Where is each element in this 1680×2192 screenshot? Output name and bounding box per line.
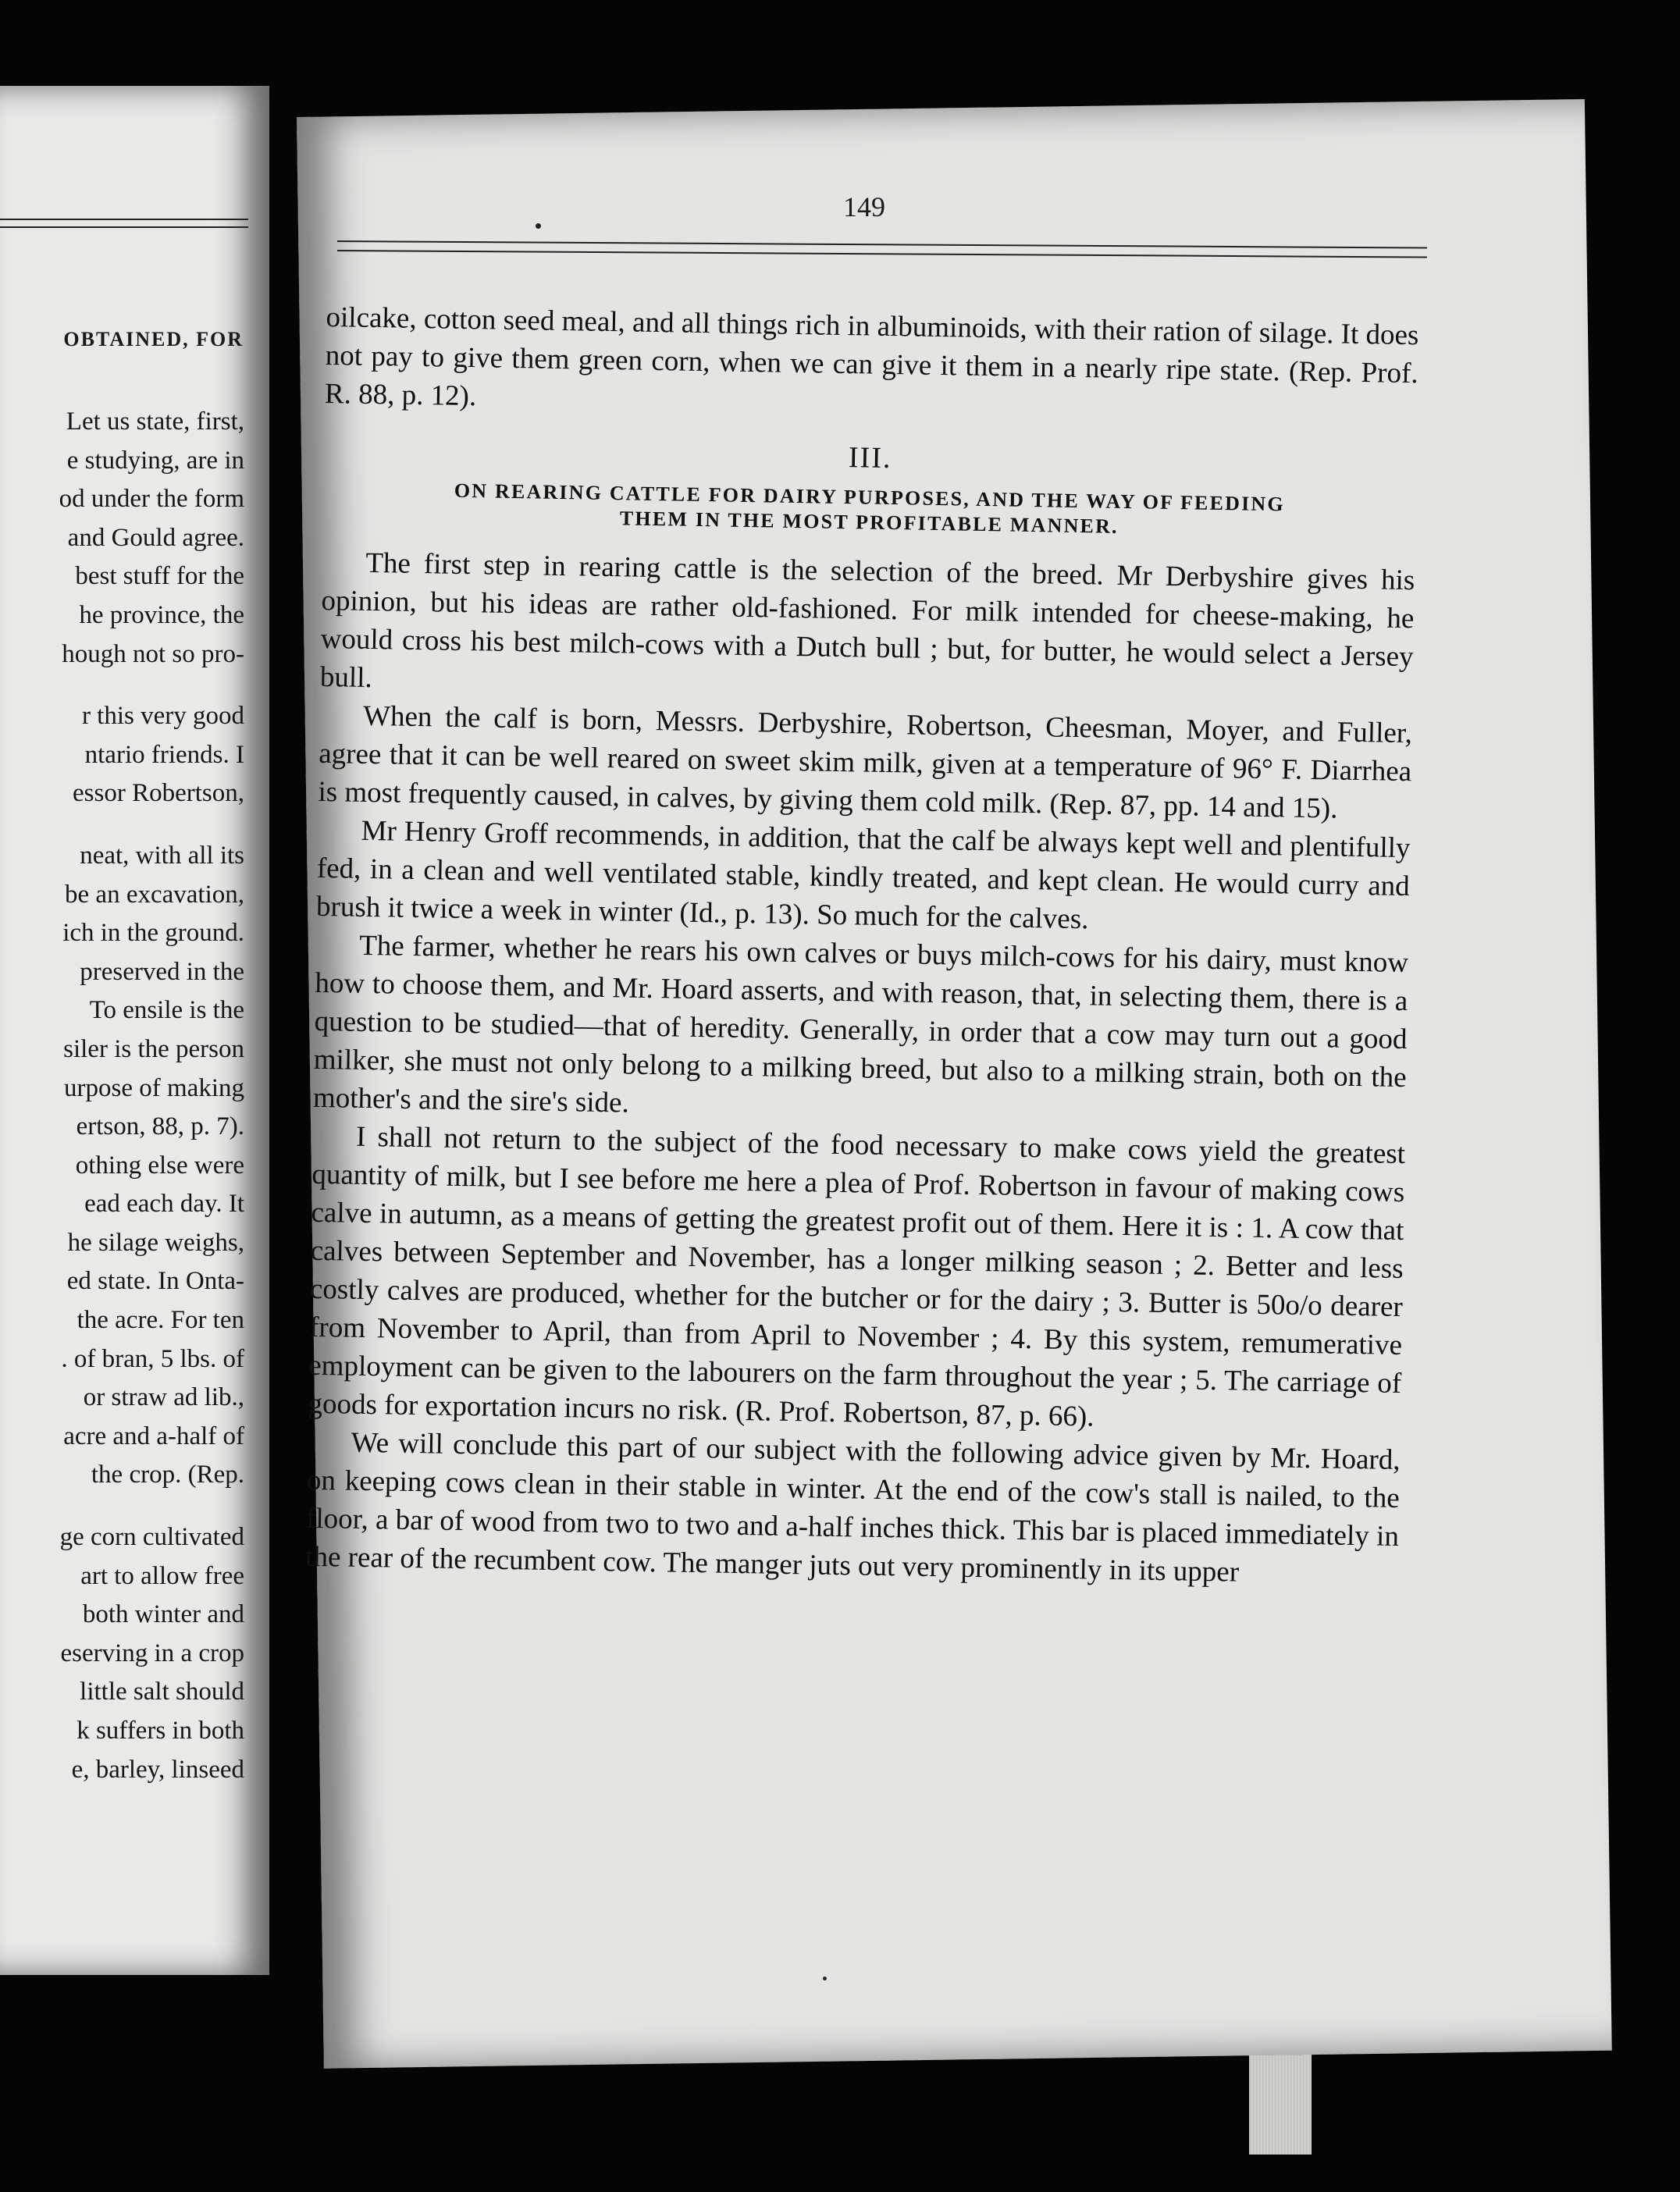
speck — [536, 223, 541, 229]
paragraph: When the calf is born, Messrs. Derbyshire, Robertson, Cheesman, Moyer, and Fuller, agree that it can be well reared on sweet skim milk, given at a temperature of 96° F. Diarrhea is most frequently caused, in calves, by giving them cold milk. (Rep. 87, pp. 14 and 15). — [318, 699, 1413, 825]
left-line: he silage weighs, — [67, 1228, 244, 1257]
left-line: eserving in a crop — [60, 1639, 244, 1667]
page-number: 149 — [843, 191, 885, 222]
left-line: To ensile is the — [89, 996, 244, 1025]
left-line: the acre. For ten — [77, 1306, 244, 1335]
left-line: othing else were — [75, 1151, 244, 1180]
section-title-line: ON REARING CATTLE FOR DAIRY PURPOSES, AND THE WAY OF FEEDING — [454, 479, 1286, 516]
page-body — [305, 298, 1419, 1594]
left-line: best stuff for the — [75, 562, 244, 591]
left-line: e studying, are in — [66, 446, 244, 475]
left-line: hough not so pro- — [62, 639, 244, 668]
left-line: ge corn cultivated — [59, 1523, 244, 1552]
left-line: the crop. (Rep. — [91, 1461, 244, 1489]
left-page-heading: OBTAINED, FOR — [63, 328, 244, 351]
left-line: he province, the — [79, 600, 244, 629]
paragraph: I shall not return to the subject of the food necessary to make cows yield the greatest quantity of milk, but I see before me here a plea of Prof. Robertson in favour of making cows calve in autumn, as a means of getting the greatest profit out of them. Here it is : 1. A cow that calves between September and November, has a longer milking season ; 2. Better and less costly calves are produced, whether for the butcher or for the dairy ; 3. Butter is 50o/o dearer from November to April, than from April to November ; 4. By this system, remumerative employment can be given to the labourers on the farm throughout the year ; 5. The carriage of goods for exportation incurs no risk. (R. Prof. Robertson, 87, p. 66). — [308, 1120, 1406, 1433]
left-line: both winter and — [82, 1600, 244, 1629]
left-line: essor Robertson, — [73, 779, 244, 808]
left-line: preserved in the — [80, 957, 244, 986]
left-line: neat, with all its — [80, 841, 244, 870]
left-line: . of bran, 5 lbs. of — [61, 1344, 244, 1373]
left-line: siler is the person — [63, 1034, 244, 1063]
left-line: od under the form — [59, 485, 244, 514]
continuation-paragraph: oilcake, cotton seed meal, and all things rich in albuminoids, with their ration of silage. It does not pay to give them green corn, when we can give it them in a nearly ripe state. (Rep. Prof. R. 88, p. 12). — [324, 301, 1419, 413]
left-line: ertson, 88, p. 7). — [76, 1112, 244, 1141]
left-line: little salt should — [80, 1678, 244, 1706]
left-line: ead each day. It — [84, 1190, 244, 1219]
left-header-rule — [0, 219, 248, 228]
left-line: and Gould agree. — [67, 523, 244, 552]
left-line: r this very good — [81, 702, 244, 731]
paragraph: The farmer, whether he rears his own calves or buys milch-cows for his dairy, must know how to choose them, and Mr. Hoard asserts, and with reason, that, in selecting them, there is a question to be studied—that of heredity. Generally, in order that a cow may turn out a good milker, she must not only belong to a milking breed, but also to a milking strain, both on the mother's and the sire's side. — [312, 929, 1409, 1119]
left-line: Let us state, first, — [66, 407, 244, 436]
left-line: be an excavation, — [65, 880, 244, 909]
left-line: e, barley, linseed — [71, 1755, 244, 1784]
left-facing-page — [0, 86, 269, 1975]
left-line: k suffers in both — [77, 1717, 244, 1745]
left-page-text — [0, 403, 244, 1789]
left-line: ed state. In Onta- — [66, 1267, 244, 1296]
left-line: ntario friends. I — [84, 740, 244, 769]
left-line: urpose of making — [64, 1073, 244, 1102]
section-title-line: THEM IN THE MOST PROFITABLE MANNER. — [619, 507, 1119, 538]
left-line: ich in the ground. — [62, 919, 244, 948]
paragraph: Mr Henry Groff recommends, in addition, that the calf be always kept well and plentifully fed, in a clean and well ventilated stable, kindly treated, and kept clean. He would curry and brush it twice a week in winter (Id., p. 13). So much for the calves. — [315, 814, 1411, 936]
paragraph: We will conclude this part of our subject with the following advice given by Mr. Hoard, on keeping cows clean in their stable in winter. At the end of the cow's stall is nailed, to the floor, a bar of wood from two to two and a-half inches thick. This bar is placed immediately in the rear of the recumbent cow. The manger juts out very prominently in its upper — [304, 1426, 1401, 1589]
left-line: or straw ad lib., — [83, 1383, 244, 1412]
left-line: acre and a-half of — [63, 1422, 244, 1450]
speck — [823, 1977, 827, 1980]
left-line: art to allow free — [80, 1561, 244, 1590]
section-number: III. — [848, 441, 892, 475]
section-title — [322, 476, 1416, 544]
paragraph: The first step in rearing cattle is the selection of the breed. Mr Derbyshire gives his opinion, but his ideas are rather old-fashioned. For milk intended for cheese-making, he would cross his best milch-cows with a Dutch bull ; but, for butter, he would select a Jersey bull. — [319, 546, 1415, 695]
